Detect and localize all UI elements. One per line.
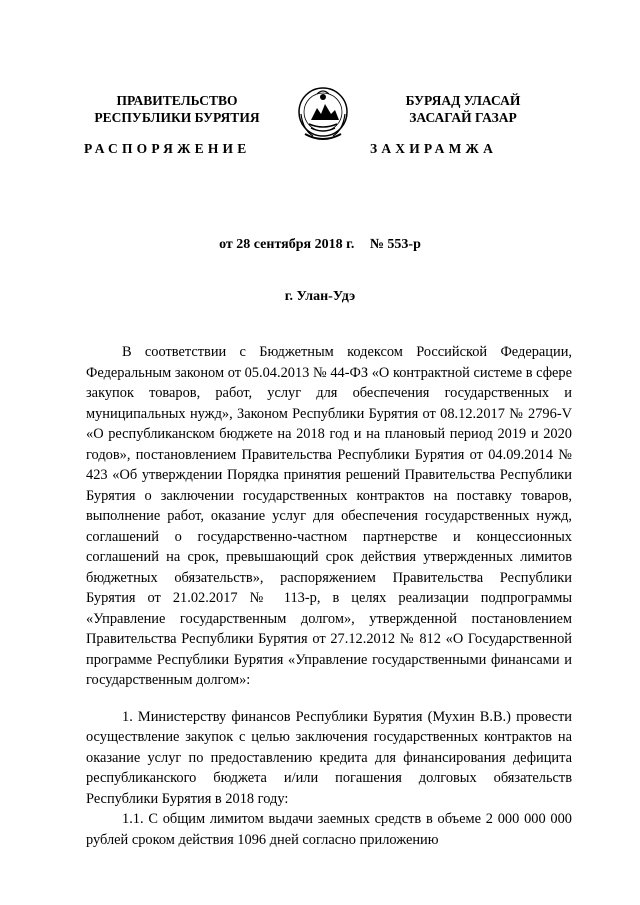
document-city: г. Улан-Удэ	[284, 289, 356, 304]
item-1-1-paragraph: 1.1. С общим лимитом выдачи заемных средств в объеме 2 000 000 000 рублей сроком действия 1096 дней согласно приложению	[86, 811, 572, 848]
government-name-buryat-line2: ЗАСАГАЙ ГАЗАР	[409, 110, 517, 125]
government-name-line2: РЕСПУБЛИКИ БУРЯТИЯ	[94, 110, 260, 125]
item-1-paragraph: 1. Министерству финансов Республики Бурятия (Мухин В.В.) провести осуществление закупок с целью заключения государственных контрактов на оказание услуг по предоставлению кредита для финансирования дефицита республиканского бюджета и/или погашения долговых обязательств Республики Бурятия в 2018 году:	[86, 708, 572, 807]
document-date-number	[0, 237, 640, 253]
document-type-buryat: ЗАХИРАМЖА	[370, 141, 498, 156]
government-name-russian	[82, 92, 272, 126]
preamble-paragraph: В соответствии с Бюджетным кодексом Российской Федерации, Федеральным законом от 05.04.2013 № 44-ФЗ «О контрактной системе в сфере закупок товаров, работ, услуг для обеспечения государственных и муниципальных нужд», Законом Республики Бурятия от 08.12.2017 № 2796-V «О республиканском бюджете на 2018 год и на плановый период 2019 и 2020 годов», постановлением Правительства Республики Бурятия от 04.09.2014 № 423 «Об утверждении Порядка принятия решений Правительства Республики Бурятия о заключении государственных контрактов на поставку товаров, выполнение работ, оказание услуг для обеспечения государственных нужд, соглашений о государственно-частном партнерстве и концессионных соглашений на срок, превышающий срок действия утвержденных лимитов бюджетных обязательств», распоряжением Правительства Республики Бурятия от 21.02.2017 № 113-р, в целях реализации подпрограммы «Управление государственным долгом», утвержденной постановлением Правительства Республики Бурятия от 27.12.2012 № 812 «О Государственной программе Республики Бурятия «Управление государственными финансами и государственным долгом»:	[86, 344, 572, 688]
document-type-russian: РАСПОРЯЖЕНИЕ	[84, 141, 251, 156]
document-number: № 553-р	[369, 237, 421, 252]
government-name-line1: ПРАВИТЕЛЬСТВО	[116, 93, 238, 108]
government-name-buryat	[368, 92, 558, 126]
coat-of-arms-icon	[295, 84, 351, 146]
document-body	[86, 342, 572, 850]
document-date: от 28 сентября 2018 г.	[219, 237, 355, 252]
government-name-buryat-line1: БУРЯАД УЛАСАЙ	[405, 93, 521, 108]
